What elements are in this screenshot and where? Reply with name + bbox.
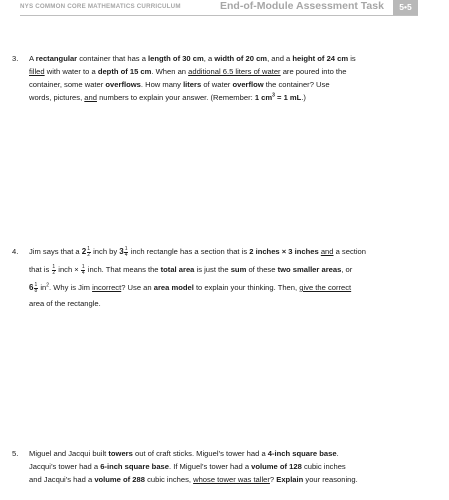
question-number: 3. — [12, 54, 19, 63]
text-line: A rectangular container that has a length of 30 cm, a width of 20 cm, and a height of 24 cm is — [29, 54, 356, 63]
text-line: filled with water to a depth of 15 cm. When an additional 6.5 liters of water are poured into the — [29, 67, 347, 76]
page-header — [0, 0, 449, 17]
header-divider — [20, 15, 418, 16]
fraction: $\frac{1}{4}$ — [124, 245, 128, 258]
text-line: Miguel and Jacqui built towers out of craft sticks. Miguel’s tower had a 4-inch square base. — [29, 449, 339, 458]
text-line: container, some water overflows. How many liters of water overflow the container? Use — [29, 80, 330, 89]
fraction: $\frac{1}{8}$ — [34, 281, 38, 294]
question-number: 5. — [12, 449, 19, 458]
fraction: $\frac{1}{2}$ — [87, 245, 90, 258]
text-line: Jim says that a 2 $\frac{1}{2}$ inch by 3 $\frac{1}{4}$ inch rectangle has a section that is 2 inches × 3 inches and a section — [29, 245, 366, 258]
question-text — [29, 245, 429, 310]
curriculum-label: NYS COMMON CORE MATHEMATICS CURRICULUM — [20, 3, 181, 10]
fraction: $\frac{1}{4}$ — [81, 263, 85, 276]
text-line: words, pictures, and numbers to explain your answer. (Remember: 1 $cm^3 = 1$ mL.) — [29, 92, 306, 102]
text-line: area of the rectangle. — [29, 299, 101, 308]
text-line: 6 $\frac{1}{8}$ $in^2$. Why is Jim incorrect? Use an area model to explain your thinking. Then, give the correct — [29, 281, 352, 294]
module-badge: 5•5 — [393, 0, 418, 15]
text-line: that is $\frac{1}{2}$ inch × $\frac{1}{4}$ inch. That means the total area is just the sum of these two smaller areas, or — [29, 263, 353, 276]
assessment-title: End-of-Module Assessment Task — [220, 0, 384, 12]
text-line: Jacqui’s tower had a 6-inch square base. If Miguel’s tower had a volume of 128 cubic inches — [29, 462, 346, 471]
question-text — [29, 52, 429, 104]
fraction: $\frac{1}{2}$ — [52, 263, 56, 276]
text-line: and Jacqui’s had a volume of 288 cubic inches, whose tower was taller? Explain your reasoning. — [29, 475, 358, 484]
question-text — [29, 447, 429, 486]
question-number: 4. — [12, 247, 19, 256]
